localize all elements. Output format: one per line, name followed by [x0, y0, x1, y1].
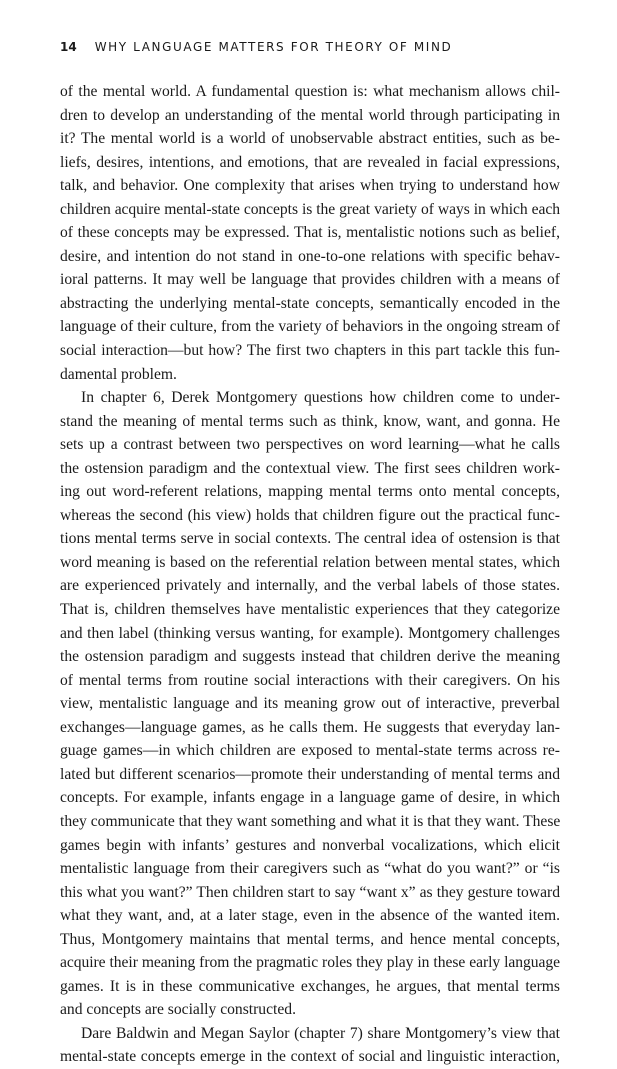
text-line: In chapter 6, Derek Montgomery questions how children come to under- [81, 389, 560, 407]
text-line: dren to develop an understanding of the mental world through participating in [60, 106, 560, 124]
text-line: games. It is in these communicative exchanges, he argues, that mental terms [60, 977, 560, 995]
text-line: mentalistic language from their caregivers such as “what do you want?” or “is [60, 860, 560, 878]
text-line: acquire their meaning from the pragmatic roles they play in these early language [60, 954, 560, 972]
text-line: That is, children themselves have mentalistic experiences that they categorize [60, 601, 560, 619]
text-line: the ostension paradigm and the contextual view. The first sees children work- [60, 459, 560, 477]
running-head [60, 40, 560, 60]
text-line: language of their culture, from the variety of behaviors in the ongoing stream of [60, 318, 560, 336]
text-line: are experienced privately and internally, and the verbal labels of those states. [60, 577, 560, 595]
text-line: desire, and intention do not stand in one-to-one relations with specific behav- [60, 247, 560, 265]
text-line: and then label (thinking versus wanting, for example). Montgomery challenges [60, 624, 560, 642]
running-title: WHY LANGUAGE MATTERS FOR THEORY OF MIND [94, 40, 453, 54]
text-line: what they want, and, at a later stage, even in the absence of the wanted item. [60, 907, 560, 925]
page-number: 14 [60, 40, 77, 54]
text-line: stand the meaning of mental terms such as think, know, want, and gonna. He [60, 412, 560, 430]
text-line: damental problem. [60, 365, 177, 383]
text-line: guage games—in which children are exposed to mental-state terms across re- [60, 742, 560, 760]
text-line: ing out word-referent relations, mapping mental terms onto mental concepts, [60, 483, 560, 501]
text-line: and concepts are socially constructed. [60, 1001, 296, 1019]
body-text [60, 80, 560, 1069]
text-line: of the mental world. A fundamental question is: what mechanism allows chil- [60, 83, 560, 100]
text-line: whereas the second (his view) holds that children figure out the practical func- [60, 506, 560, 524]
text-line: this what you want?” Then children start to say “want x” as they gesture toward [60, 883, 560, 901]
text-line: abstracting the underlying mental-state concepts, semantically encoded in the [60, 294, 560, 312]
text-line: mental-state concepts emerge in the context of social and linguistic interaction, [60, 1048, 560, 1066]
text-line: of mental terms from routine social interactions with their caregivers. On his [60, 671, 560, 689]
text-line: it? The mental world is a world of unobservable abstract entities, such as be- [60, 130, 560, 148]
text-line: social interaction—but how? The first two chapters in this part tackle this fun- [60, 342, 560, 360]
text-line: of these concepts may be expressed. That is, mentalistic notions such as belief, [60, 224, 560, 242]
text-line: games begin with infants’ gestures and nonverbal vocalizations, which elicit [60, 836, 560, 854]
text-line: exchanges—language games, as he calls them. He suggests that everyday lan- [60, 718, 560, 736]
text-line: view, mentalistic language and its meaning grow out of interactive, preverbal [60, 695, 560, 713]
text-line: Dare Baldwin and Megan Saylor (chapter 7) share Montgomery’s view that [81, 1024, 560, 1042]
text-line: liefs, desires, intentions, and emotions, that are revealed in facial expressions, [60, 153, 560, 171]
text-line: the ostension paradigm and suggests instead that children derive the meaning [60, 648, 560, 666]
text-line: talk, and behavior. One complexity that arises when trying to understand how [60, 177, 560, 195]
text-line: Thus, Montgomery maintains that mental terms, and hence mental concepts, [60, 930, 560, 948]
text-line: lated but different scenarios—promote their understanding of mental terms and [60, 765, 560, 783]
text-line: sets up a contrast between two perspectives on word learning—what he calls [60, 436, 560, 454]
text-line: word meaning is based on the referential relation between mental states, which [60, 553, 560, 571]
text-line: concepts. For example, infants engage in a language game of desire, in which [60, 789, 560, 807]
text-line: ioral patterns. It may well be language that provides children with a means of [60, 271, 560, 289]
text-line: tions mental terms serve in social contexts. The central idea of ostension is that [60, 530, 560, 548]
text-line: children acquire mental-state concepts is the great variety of ways in which each [60, 200, 560, 218]
text-line: they communicate that they want something and what it is that they want. These [60, 812, 561, 830]
